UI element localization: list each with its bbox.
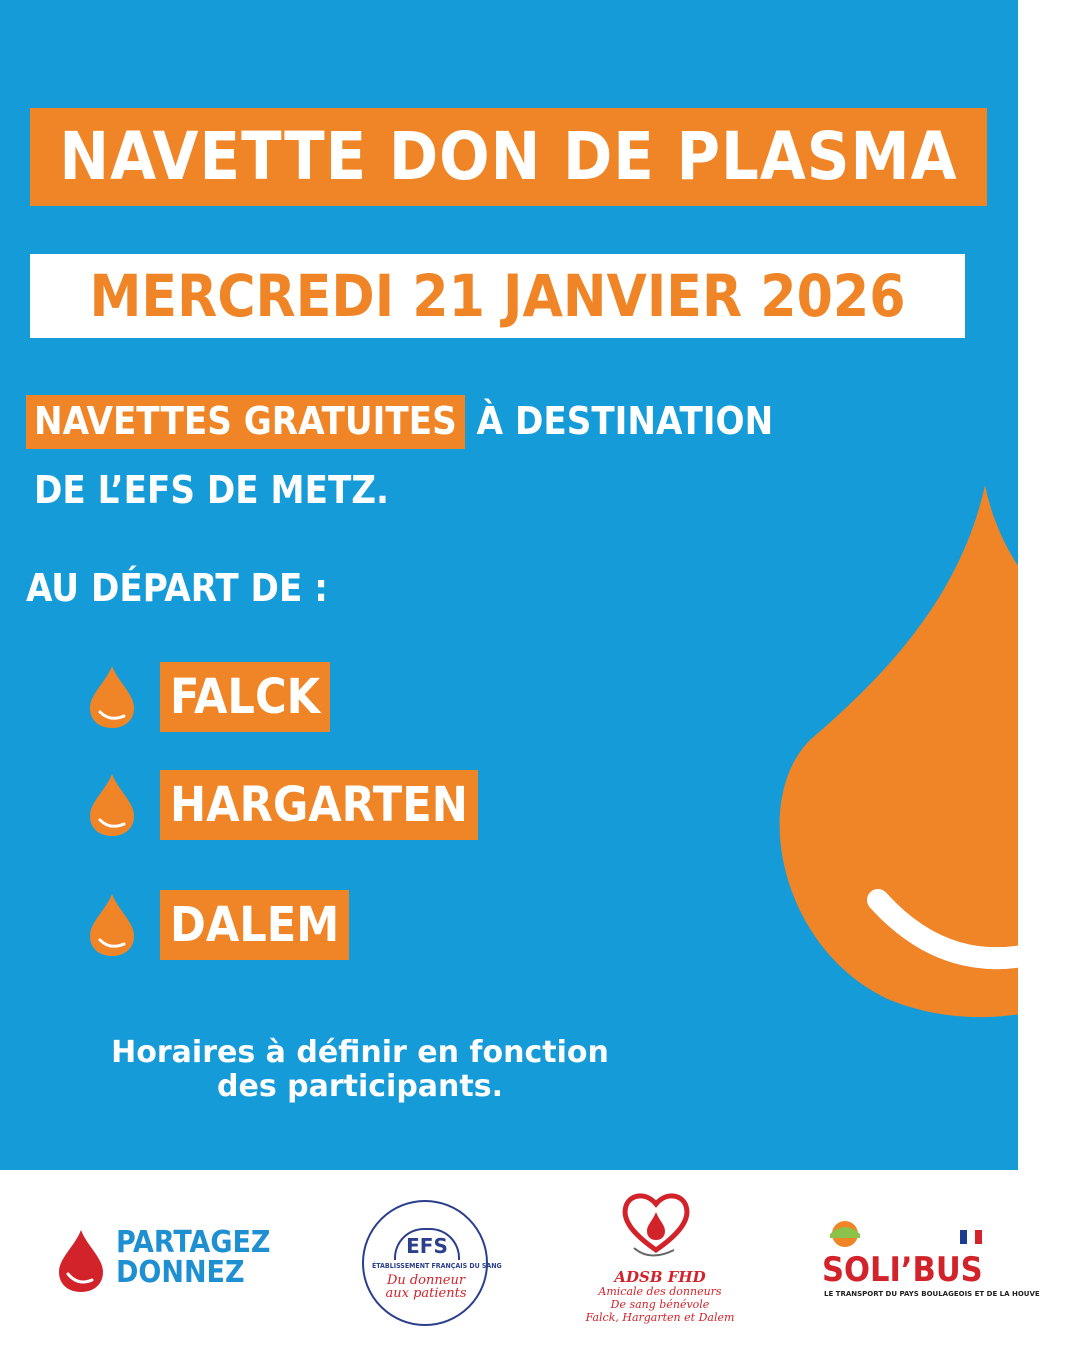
drop-icon [86,892,138,958]
efs-tagline-1: Du donneur [386,1273,466,1288]
adsb-line-3: Falck, Hargarten et Dalem [585,1311,735,1324]
solibus-name: SOLI’BUS [822,1250,983,1290]
note-line-2: des participants. [217,1069,503,1104]
partagez-donnez-logo [0,1170,300,1350]
intro-line-1 [26,392,773,450]
drop-icon [86,772,138,838]
blood-drop-icon [56,1228,106,1294]
efs-tagline [378,1274,474,1300]
efs-subtitle: ÉTABLISSEMENT FRANÇAIS DU SANG [372,1262,502,1270]
note-line-1: Horaires à définir en fonction [111,1035,609,1070]
adsb-line-1: Amicale des donneurs [598,1285,722,1298]
stop-label: DALEM [160,890,349,960]
partagez-donnez-text [116,1225,271,1290]
drop-icon [86,664,138,730]
adsb-line-2: De sang bénévole [610,1298,710,1311]
efs-badge: EFS [394,1228,460,1260]
stop-label: HARGARTEN [160,770,478,840]
heart-hand-icon [620,1188,692,1268]
intro-rest: À DESTINATION [464,399,774,443]
partagez-word: PARTAGEZ [116,1225,271,1260]
schedule-note [40,1036,680,1104]
intro-line-2: DE L’EFS DE METZ. [34,468,390,512]
efs-tagline-2: aux patients [385,1286,467,1301]
solibus-emblem-icon [828,1218,862,1248]
departure-label: AU DÉPART DE : [26,566,328,610]
french-flag-icon [960,1230,982,1244]
stop-label: FALCK [160,662,330,732]
adsb-subtitle [570,1285,750,1324]
intro-highlight: NAVETTES GRATUITES [26,395,465,449]
event-date: MERCREDI 21 JANVIER 2026 [30,254,965,338]
event-title: NAVETTE DON DE PLASMA [30,108,987,206]
large-drop-icon [770,480,1018,1040]
adsb-title: ADSB FHD [614,1268,706,1286]
donnez-word: DONNEZ [116,1255,245,1290]
solibus-tagline: LE TRANSPORT DU PAYS BOULAGEOIS ET DE LA HOUVE [824,1290,1040,1298]
efs-logo [362,1200,502,1326]
